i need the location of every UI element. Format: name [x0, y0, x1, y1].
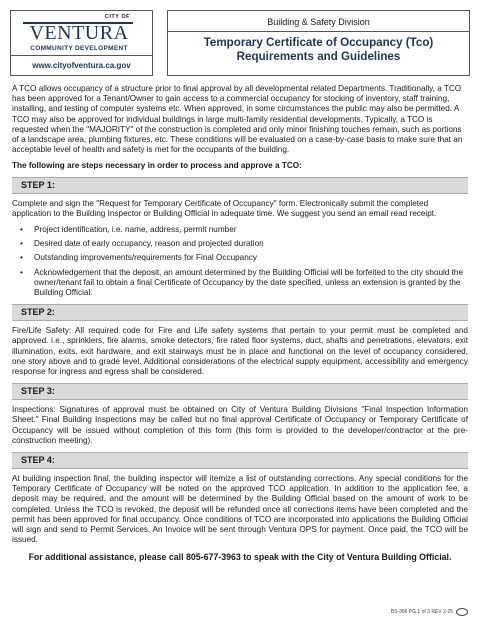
list-item: • Acknowledgement that the deposit, an amount determined by the Building Official will be forfeited to the city should the owner/tenant fail to obtain a final Certificate of Occupancy by the date specified, unless an extension is granted by the Building Official. [34, 268, 468, 299]
website-link[interactable]: www.cityofventura.ca.gov [32, 61, 131, 70]
step-1-list [12, 225, 468, 298]
document-body [12, 84, 468, 562]
page-header [10, 10, 470, 78]
steps-lead: The following are steps necessary in order to process and approve a TCO: [12, 161, 302, 171]
form-number [391, 608, 468, 616]
title-box [167, 10, 470, 76]
seal-icon [456, 608, 468, 616]
step-3-header: STEP 3: [12, 383, 468, 400]
step-3-text: Inspections: Signatures of approval must be obtained on City of Ventura Building Divisions "Final Inspection Information Sheet." Final Building Inspections may be called but no final approval Certificate of Occupancy or Temporary Certificate of Occupancy will be issued without completion of this form (this form is provided to the developer/contractor at the pre-construction meeting). [12, 405, 468, 445]
list-item: • Outstanding improvements/requirements for Final Occupancy [34, 253, 468, 263]
form-number-text: BS-366 PG 1 of 3 REV 2-25 [390, 609, 453, 615]
step-4-header: STEP 4: [12, 452, 468, 469]
list-item: • Project identification, i.e. name, address, permit number [34, 225, 468, 235]
division-name: Building & Safety Division [267, 17, 370, 27]
step-1-text: Complete and sign the "Request for Temporary Certificate of Occupancy" form. Electronically submit the completed application to the Building Inspector or Building Official in adequate time. We suggest you send an email read receipt. [12, 198, 437, 218]
logo-divider [11, 55, 152, 56]
page-title-line-2: Requirements and Guidelines [236, 50, 401, 63]
step-4-text: At building inspection final, the building inspector will itemize a list of outstanding corrections. Any special conditions for the Temporary Certificate of Occupancy will be noted on the approved TCO application. In addition to the application fee, a deposit may be required, and the amount will be determined by the Building Official based on the amount of work to be completed. Unless the TCO is revoked, the deposit will be refunded once all corrections items have been completed and the permit has been approved for final occupancy. Once conditions of TCO are incorporated into applications the Building Official will sign and send to Permit Services. An Invoice will be sent through Ventura OPS for payment. Once paid, the TCO will be issued. [12, 474, 468, 545]
step-2-text: Fire/Life Safety: All required code for Fire and Life safety systems that pertain to your permit must be completed and approved. i.e., sprinklers, fire alarms, smoke detectors, fire rated floor systems, duct, shafts and penetrations, elevators, exit illumination, exits, exit hardware, and exit stairways must be in place and functional on the level of occupancy considered, one story above and to grade level. Additional considerations of the electrical supply equipment, accessibility and emergency response for ingress and egress shall be considered. [12, 326, 468, 377]
assistance-note: For additional assistance, please call 805-677-3963 to speak with the City of Ventura Building Official. [28, 551, 452, 562]
title-divider [168, 31, 469, 32]
logo-community-development: COMMUNITY DEVELOPMENT [30, 45, 128, 52]
page-title-line-1: Temporary Certificate of Occupancy (Tco) [203, 36, 434, 49]
step-2-header: STEP 2: [12, 304, 468, 321]
city-logo [10, 10, 153, 76]
logo-wordmark: VENTURA [29, 22, 129, 44]
logo-city-of: CITY OF [104, 14, 130, 20]
intro-paragraph: A TCO allows occupancy of a structure prior to final approval by all developmental related Departments. Traditionally, a TCO has been approved for a Tenant/Owner to gain access to a commercial occupancy for stocking of inventory, staff training, installing, and testing of computer systems etc. When approved, in some circumstances the public may also be permitted. A TCO may also be approved for individual buildings in large multi-family residential developments. Typically, a TCO is requested when the "MAJORITY" of the construction is completed and only minor finishing touches remain, such as portions of a landscape area, plumbing fixtures, etc. These conditions will be evaluated on a case-by-case basis to make sure that an acceptable level of health and safety is met for the occupants of the building. [12, 84, 463, 155]
step-1-header: STEP 1: [12, 177, 468, 194]
list-item: • Desired date of early occupancy, reason and projected duration [34, 239, 468, 249]
